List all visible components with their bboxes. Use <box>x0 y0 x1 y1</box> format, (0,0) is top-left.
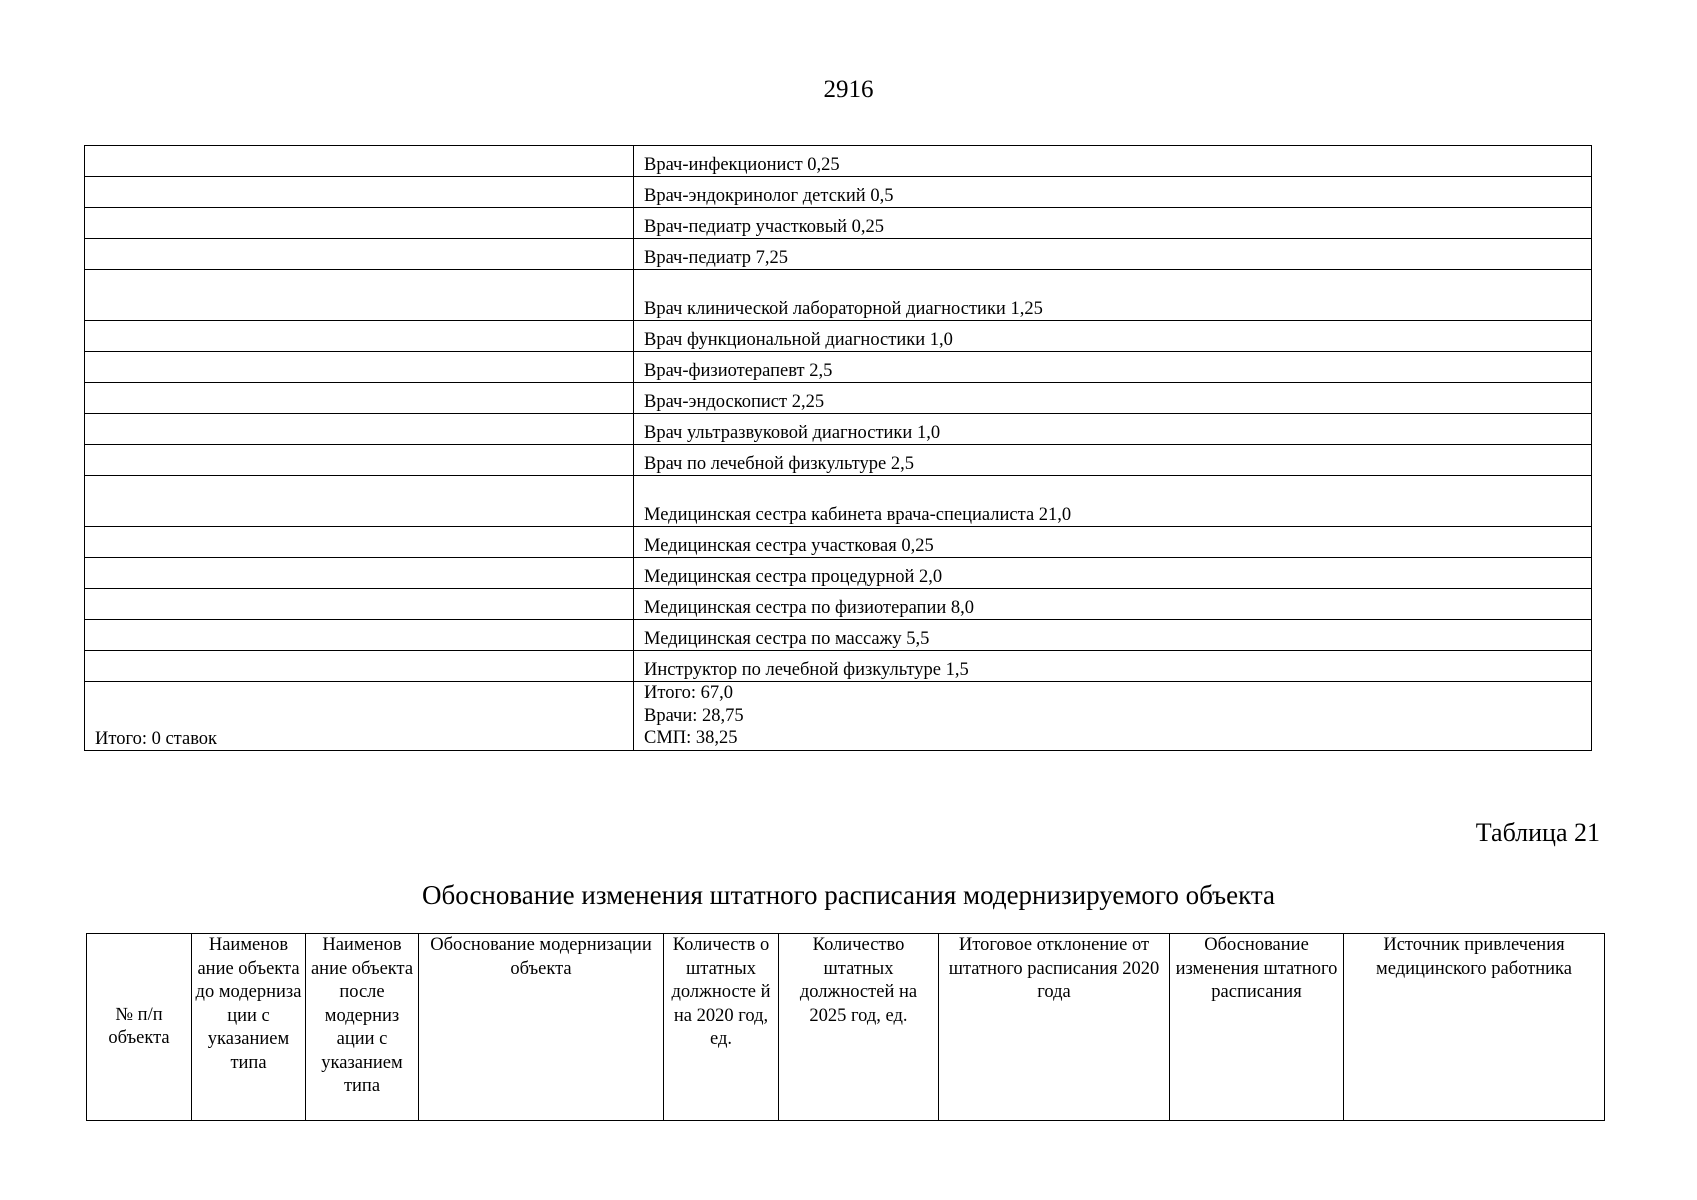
total-overall: Итого: 67,0 <box>644 683 733 703</box>
table-row <box>85 476 1592 527</box>
table-row <box>85 445 1592 476</box>
table-row <box>85 651 1592 682</box>
header-cell: Источник привлечения медицинского работника <box>1344 934 1605 1121</box>
header-cell: Итоговое отклонение от штатного расписания 2020 года <box>939 934 1170 1121</box>
position-cell: Медицинская сестра процедурной 2,0 <box>634 558 1592 589</box>
table-row <box>85 239 1592 270</box>
table-row <box>85 620 1592 651</box>
table-title: Обоснование изменения штатного расписания модернизируемого объекта <box>422 880 1275 910</box>
header-cell: № п/п объекта <box>87 934 192 1121</box>
header-cell: Количество штатных должностей на 2025 год, ед. <box>779 934 939 1121</box>
position-cell: Врач-эндоскопист 2,25 <box>634 383 1592 414</box>
position-cell: Врач по лечебной физкультуре 2,5 <box>634 445 1592 476</box>
header-cell: Наименов ание объекта до модерниза ции с указанием типа <box>192 934 306 1121</box>
total-left-cell: Итого: 0 ставок <box>85 682 634 751</box>
header-cell: Наименов ание объекта после модерниз ации с указанием типа <box>306 934 419 1121</box>
total-right-cell <box>634 682 1592 751</box>
position-cell: Медицинская сестра по массажу 5,5 <box>634 620 1592 651</box>
table-label: Таблица 21 <box>1475 818 1600 847</box>
table-row <box>85 177 1592 208</box>
position-cell: Врач-эндокринолог детский 0,5 <box>634 177 1592 208</box>
total-nurses: СМП: 38,25 <box>644 728 738 748</box>
position-cell: Медицинская сестра по физиотерапии 8,0 <box>634 589 1592 620</box>
total-row <box>85 682 1592 751</box>
total-doctors: Врачи: 28,75 <box>644 705 744 726</box>
position-cell: Врач-инфекционист 0,25 <box>634 146 1592 177</box>
table-row <box>85 321 1592 352</box>
position-cell: Инструктор по лечебной физкультуре 1,5 <box>634 651 1592 682</box>
table-row <box>85 383 1592 414</box>
table-row <box>85 270 1592 321</box>
header-row <box>87 934 1605 1121</box>
position-cell: Врач-педиатр участковый 0,25 <box>634 208 1592 239</box>
position-cell: Врач-физиотерапевт 2,5 <box>634 352 1592 383</box>
staffing-table <box>84 145 1592 751</box>
table-row <box>85 146 1592 177</box>
position-cell: Медицинская сестра кабинета врача-специалиста 21,0 <box>634 476 1592 527</box>
position-cell: Врач-педиатр 7,25 <box>634 239 1592 270</box>
table-row <box>85 558 1592 589</box>
table-row <box>85 527 1592 558</box>
position-cell: Врач клинической лабораторной диагностики 1,25 <box>634 270 1592 321</box>
position-cell: Врач функциональной диагностики 1,0 <box>634 321 1592 352</box>
justification-table <box>86 933 1605 1121</box>
header-cell: Обоснование изменения штатного расписания <box>1170 934 1344 1121</box>
header-cell: Количеств о штатных должносте й на 2020 год, ед. <box>664 934 779 1121</box>
table-row <box>85 208 1592 239</box>
page-number: 2916 <box>823 76 874 103</box>
table-row <box>85 414 1592 445</box>
header-cell: Обоснование модернизации объекта <box>419 934 664 1121</box>
table-row <box>85 352 1592 383</box>
table-row <box>85 589 1592 620</box>
position-cell: Медицинская сестра участковая 0,25 <box>634 527 1592 558</box>
position-cell: Врач ультразвуковой диагностики 1,0 <box>634 414 1592 445</box>
